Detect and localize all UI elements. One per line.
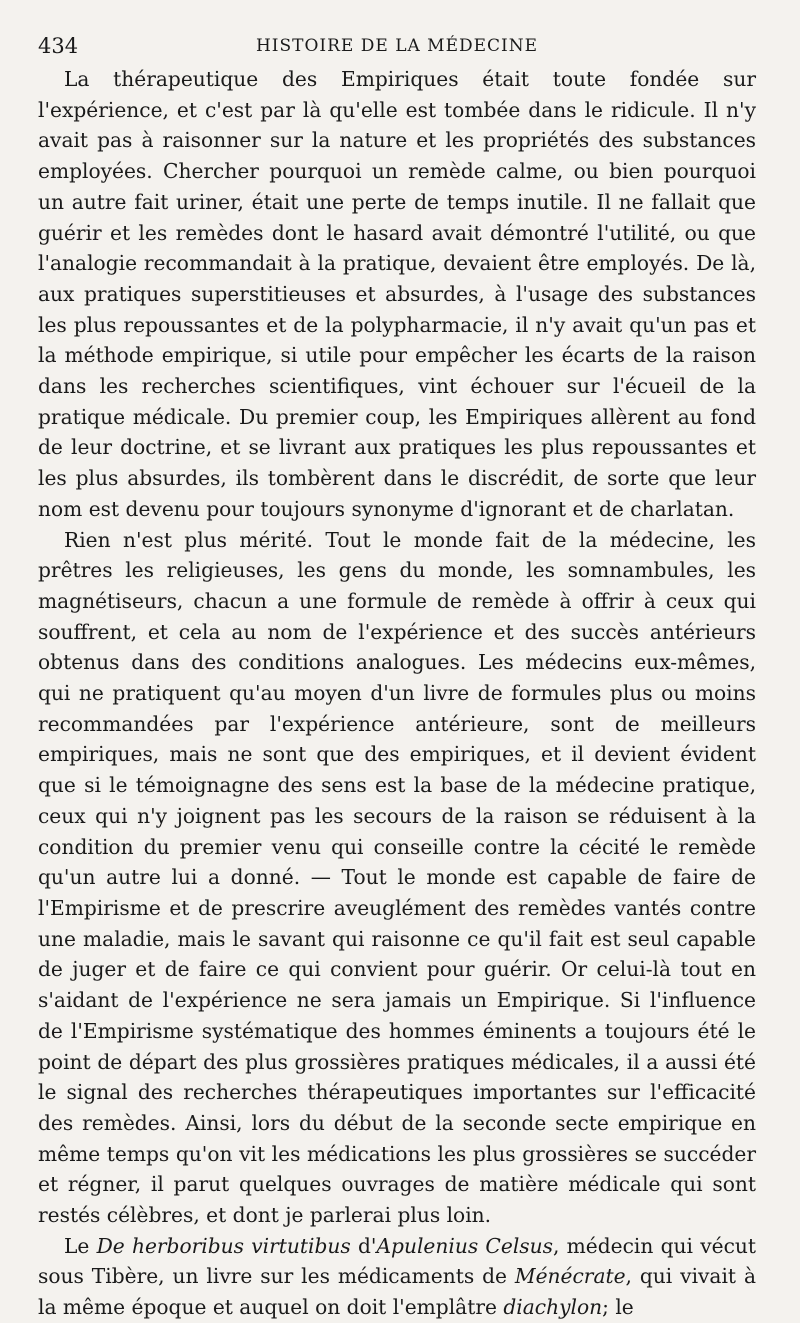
body-text (38, 64, 756, 1323)
running-title: HISTOIRE DE LA MÉDECINE (255, 36, 539, 56)
italic-title: De herboribus virtutibus (96, 1233, 351, 1258)
text-run: Le (64, 1233, 97, 1258)
text-run: , médecin qui vécut sous Tibère, un livre sur les médicaments de (38, 1233, 757, 1289)
page-header (38, 30, 756, 64)
page-number: 434 (38, 34, 79, 58)
text-run: ; le (602, 1295, 634, 1320)
paragraph-2: Rien n'est plus mérité. Tout le monde fait de la médecine, les prêtres les religieuses, les gens du monde, les somnambules, les magnétiseurs, chacun a une formule de remède à offrir à ceux qui souffrent, et cela au nom de l'expérience et des succès antérieurs obtenus dans des conditions analogues. Les médecins eux-mêmes, qui ne pratiquent qu'au moyen d'un livre de formules plus ou moins recommandées par l'expérience antérieure, sont de meilleurs empiriques, mais ne sont que des empiriques, et il devient évident que si le témoignagne des sens est la base de la médecine pratique, ceux qui n'y joignent pas les secours de la raison se réduisent à la condition du premier venu qui conseille contre la cécité le remède qu'un autre lui a donné. — Tout le monde est capable de faire de l'Empirisme et de prescrire aveuglément des remèdes vantés contre une maladie, mais le savant qui raisonne ce qu'il fait est seul capable de juger et de faire ce qui convient pour guérir. Or celui-là tout en s'aidant de l'expérience ne sera jamais un Empirique. Si l'influence de l'Empirisme systématique des hommes éminents a toujours été le point de départ des plus grossières pratiques médicales, il a aussi été le signal des recherches thérapeutiques importantes sur l'efficacité des remèdes. Ainsi, lors du début de la seconde secte empirique en même temps qu'on vit les médications les plus grossières se succéder et régner, il parut quelques ouvrages de matière médicale qui sont restés célèbres, et dont je parlerai plus loin. (38, 527, 756, 1228)
paragraph-3 (38, 1231, 756, 1323)
text-run: , qui vivait à la même époque et auquel on doit l'emplâtre (38, 1264, 756, 1320)
paragraph-1: La thérapeutique des Empiriques était toute fondée sur l'expérience, et c'est par là qu'elle est tombée dans le ridicule. Il n'y avait pas à raisonner sur la nature et les propriétés des substances employées. Chercher pourquoi un remède calme, ou bien pourquoi un autre fait uriner, était une perte de temps inutile. Il ne fallait que guérir et les remèdes dont le hasard avait démontré l'utilité, ou que l'analogie recommandait à la pratique, devaient être employés. De là, aux pratiques superstitieuses et absurdes, à l'usage des substances les plus repoussantes et de la polypharmacie, il n'y avait qu'un pas et la méthode empirique, si utile pour empêcher les écarts de la raison dans les recherches scientifiques, vint échouer sur l'écueil de la pratique médicale. Du premier coup, les Empiriques allèrent au fond de leur doctrine, et se livrant aux pratiques les plus repoussantes et les plus absurdes, ils tombèrent dans le discrédit, de sorte que leur nom est devenu pour toujours synonyme d'ignorant et de charlatan. (38, 67, 756, 521)
italic-author: Apulenius Celsus (376, 1233, 554, 1258)
text-run: d' (350, 1233, 377, 1258)
italic-author: Ménécrate (514, 1264, 626, 1289)
italic-term: diachylon (503, 1295, 603, 1320)
